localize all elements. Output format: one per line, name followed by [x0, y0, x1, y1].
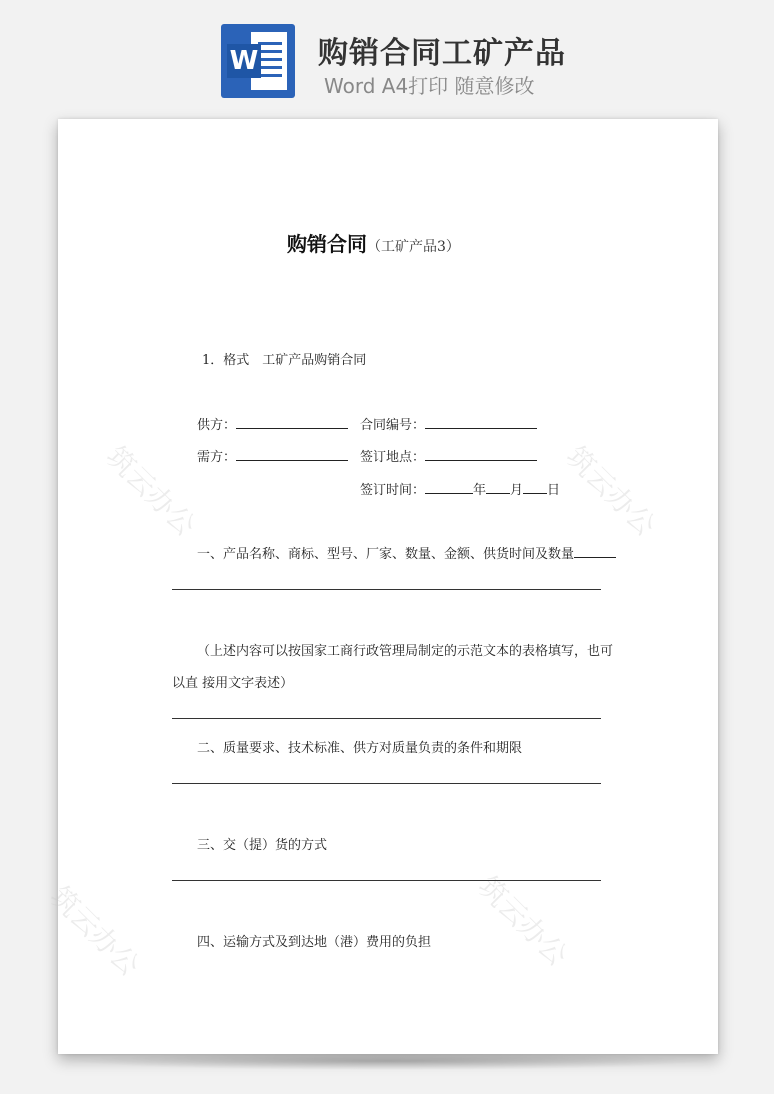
banner-title: 购销合同工矿产品 — [318, 36, 566, 71]
month-blank[interactable] — [486, 481, 510, 494]
format-line: 1．格式 工矿产品购销合同 — [202, 353, 367, 368]
note-line-2: 以直 接用文字表述） — [172, 676, 294, 691]
watermark: 筑云办公 — [43, 879, 147, 983]
clause-4: 四、运输方式及到达地（港）费用的负担 — [197, 935, 432, 950]
contract-no-blank[interactable] — [425, 416, 537, 429]
clause-2-rule[interactable] — [172, 783, 601, 784]
word-icon-letter: W — [227, 44, 261, 78]
clause-1-text: 一、产品名称、商标、型号、厂家、数量、金额、供货时间及数量 — [197, 547, 575, 562]
document-title — [287, 228, 460, 257]
watermark: 筑云办公 — [99, 439, 203, 543]
document-title-main: 购销合同 — [287, 232, 367, 256]
header-banner — [0, 0, 774, 108]
sign-time-label: 签订时间： — [360, 483, 426, 498]
clause-3: 三、交（提）货的方式 — [197, 838, 328, 853]
supplier-blank[interactable] — [236, 416, 348, 429]
sign-time-row — [360, 479, 560, 498]
supplier-label: 供方： — [197, 418, 237, 433]
clause-1 — [197, 543, 616, 562]
clause-1-rule[interactable] — [172, 589, 601, 590]
day-label: 日 — [547, 483, 561, 498]
buyer-label: 需方： — [197, 450, 237, 465]
buyer-blank[interactable] — [236, 448, 348, 461]
supplier-row — [197, 414, 348, 433]
month-label: 月 — [510, 483, 524, 498]
note-line-1: （上述内容可以按国家工商行政管理局制定的示范文本的表格填写，也可 — [197, 644, 614, 659]
year-blank[interactable] — [425, 481, 473, 494]
clause-2: 二、质量要求、技术标准、供方对质量负责的条件和期限 — [197, 741, 523, 756]
sign-place-row — [360, 446, 537, 465]
contract-no-row — [360, 414, 537, 433]
document-page — [58, 119, 718, 1054]
buyer-row — [197, 446, 348, 465]
paper-shadow — [72, 1052, 704, 1070]
document-title-sub: （工矿产品3） — [367, 239, 460, 255]
clause-1-blank[interactable] — [574, 545, 616, 558]
clause-3-rule[interactable] — [172, 880, 601, 881]
sign-place-blank[interactable] — [425, 448, 537, 461]
watermark: 筑云办公 — [559, 439, 663, 543]
banner-subtitle: Word A4打印 随意修改 — [324, 74, 535, 98]
sign-place-label: 签订地点： — [360, 450, 426, 465]
note-rule[interactable] — [172, 718, 601, 719]
year-label: 年 — [473, 483, 487, 498]
contract-no-label: 合同编号： — [360, 418, 426, 433]
watermark: 筑云办公 — [471, 869, 575, 973]
day-blank[interactable] — [523, 481, 547, 494]
word-icon — [221, 24, 295, 98]
